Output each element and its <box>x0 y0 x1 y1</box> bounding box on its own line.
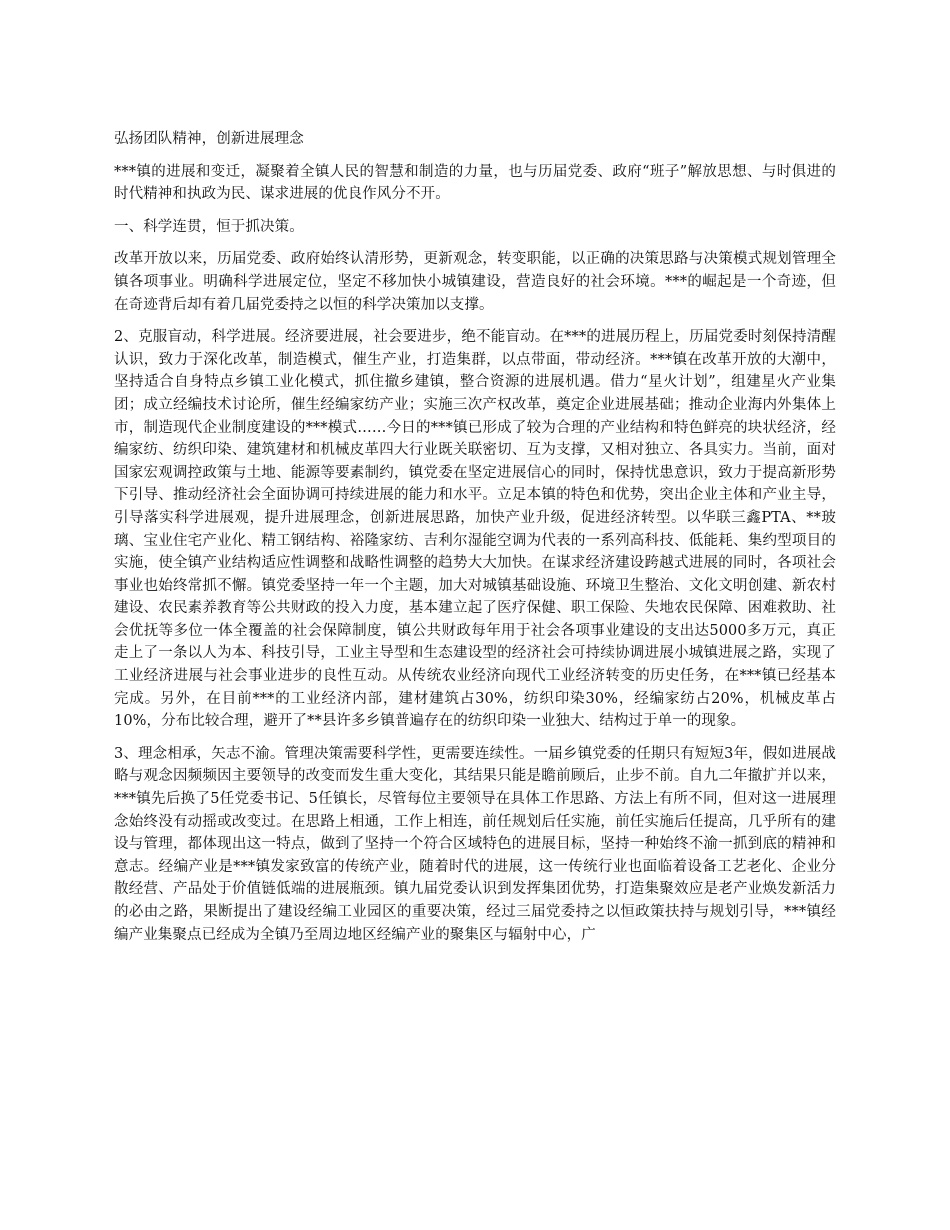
paragraph-point-3: 3、理念相承，矢志不渝。管理决策需要科学性，更需要连续性。一届乡镇党委的任期只有短短3年，假如进展战略与观念因频频因主要领导的改变而发生重大变化，其结果只能是瞻前顾后，止步不前。自九二年撤扩并以来，***镇先后换了5任党委书记、5任镇长，尽管每位主要领导在具体工作思路、方法上有所不同，但对这一进展理念始终没有动摇或改变过。在思路上相通，工作上相连，前任规划后任实施，前任实施后任提高，几乎所有的建设与管理，都体现出这一特点，做到了坚持一个符合区域特色的进展目标，坚持一种始终不渝一抓到底的精神和意志。经编产业是***镇发家致富的传统产业，随着时代的进展，这一传统行业也面临着设备工艺老化、企业分散经营、产品处于价值链低端的进展瓶颈。镇九届党委认识到发挥集团优势，打造集聚效应是老产业焕发新活力的必由之路，果断提出了建设经编工业园区的重要决策，经过三届党委持之以恒政策扶持与规划引导，***镇经编产业集聚点已经成为全镇乃至周边地区经编产业的聚集区与辐射中心，广 <box>114 745 836 943</box>
paragraph-reform: 改革开放以来，历届党委、政府始终认清形势，更新观念，转变职能，以正确的决策思路与决策模式规划管理全镇各项事业。明确科学进展定位，坚定不移加快小城镇建设，营造良好的社会环境。***的崛起是一个奇迹，但在奇迹背后却有着几届党委持之以恒的科学决策加以支撑。 <box>114 251 836 313</box>
document-page <box>114 128 836 956</box>
paragraph-intro: ***镇的进展和变迁，凝聚着全镇人民的智慧和制造的力量，也与历届党委、政府“班子”解放思想、与时俱进的时代精神和执政为民、谋求进展的优良作风分不开。 <box>114 163 836 203</box>
section-heading-1: 一、科学连贯，恒于抓决策。 <box>114 218 304 235</box>
document-title: 弘扬团队精神，创新进展理念 <box>114 131 304 147</box>
paragraph-point-2: 2、克服盲动，科学进展。经济要进展，社会要进步，绝不能盲动。在***的进展历程上，历届党委时刻保持清醒认识，致力于深化改革，制造模式，催生产业，打造集群，以点带面，带动经济。***镇在改革开放的大潮中，坚持适合自身特点乡镇工业化模式，抓住撤乡建镇，整合资源的进展机遇。借力“星火计划”，组建星火产业集团；成立经编技术讨论所，催生经编家纺产业；实施三次产权改革，奠定企业进展基础；推动企业海内外集体上市，制造现代企业制度建设的***模式……今日的***镇已形成了较为合理的产业结构和特色鲜亮的块状经济，经编家纺、纺织印染、建筑建材和机械皮革四大行业既关联密切、互为支撑，又相对独立、各具实力。当前，面对国家宏观调控政策与土地、能源等要素制约，镇党委在坚定进展信心的同时，保持忧患意识，致力于提高新形势下引导、推动经济社会全面协调可持续进展的能力和水平。立足本镇的特色和优势，突出企业主体和产业主导，引导落实科学进展观，提升进展理念，创新进展思路，加快产业升级，促进经济转型。以华联三鑫PTA、**玻璃、宝业住宅产业化、精工钢结构、裕隆家纺、吉利尔湿能空调为代表的一系列高科技、低能耗、集约型项目的实施，使全镇产业结构适应性调整和战略性调整的趋势大大加快。在谋求经济建设跨越式进展的同时，各项社会事业也始终常抓不懈。镇党委坚持一年一个主题，加大对城镇基础设施、环境卫生整治、文化文明创建、新农村建设、农民素养教育等公共财政的投入力度，基本建立起了医疗保健、职工保险、失地农民保障、困难救助、社会优抚等多位一体全覆盖的社会保障制度，镇公共财政每年用于社会各项事业建设的支出达5000多万元，真正走上了一条以人为本、科技引导，工业主导型和生态建设型的经济社会可持续协调进展小城镇进展之路，实现了工业经济进展与社会事业进步的良性互动。从传统农业经济向现代工业经济转变的历史任务，在***镇已经基本完成。另外，在目前***的工业经济内部，建材建筑占30%，纺织印染30%，经编家纺占20%，机械皮革占10%，分布比较合理，避开了**县许多乡镇普遍存在的纺织印染一业独大、结构过于单一的现象。 <box>114 329 836 730</box>
